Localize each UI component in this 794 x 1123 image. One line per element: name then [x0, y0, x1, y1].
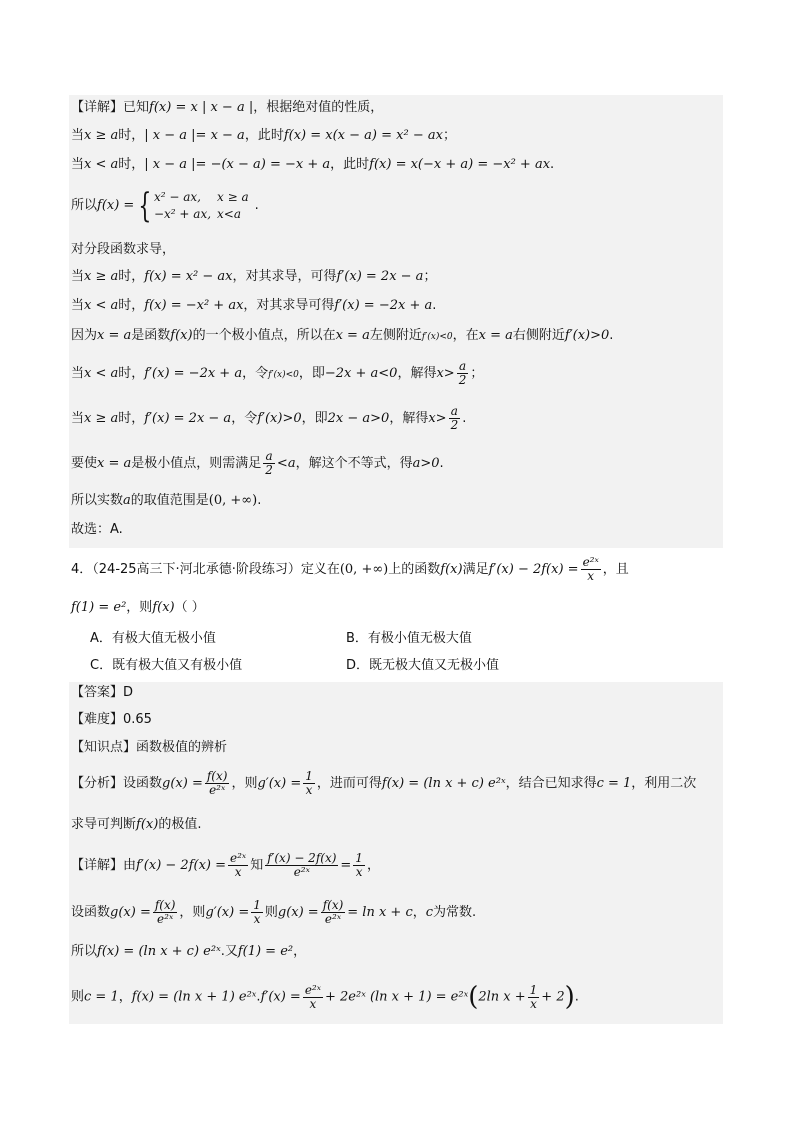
detail-line-9: 当x < a时，f′(x) = −2x + a，令f′(x)<0，即−2x + a<0，解得x> $\frac{a}{2}$ ； [71, 359, 484, 387]
difficulty-line: 【难度】0.65 [71, 712, 152, 727]
fraction: $\frac{f(x)}{\text{e²ˣ}}$ [322, 898, 344, 926]
option-a[interactable]: A．有极大值无极小值 [90, 631, 216, 646]
detail-line-1: 【详解】已知f(x) = x | x − a |，根据绝对值的性质， [71, 100, 384, 115]
solution-line-2: 设函数g(x) = $\frac{f(x)}{\text{e²ˣ}}$ ，则g′(x) = $\frac{1}{x}$ 则g(x) = $\frac{f(x)}{\text{e²ˣ}}$ = ln x + c，c为常数. [71, 898, 477, 926]
detail-line-4-piecewise: 所以f(x) = { x² − ax, x ≥ a −x² + ax, x<a. [71, 185, 259, 226]
fraction: $\frac{\text{e²ˣ}}{x}$ [230, 851, 247, 879]
fraction: $\frac{1}{x}$ [305, 769, 313, 797]
fraction: $\frac{1}{x}$ [529, 982, 538, 1011]
answer-line: 【答案】D [71, 685, 134, 700]
analysis-line-2: 求导可判断f(x)的极值. [71, 817, 202, 832]
detail-label-2: 【详解】 [71, 858, 124, 873]
knowledge-point-line: 【知识点】函数极值的辨析 [71, 740, 228, 755]
detail-label: 【详解】 [71, 100, 124, 115]
analysis-line-1: 【分析】设函数g(x) = $\frac{f(x)}{\text{e²ˣ}}$ ，则g′(x) = $\frac{1}{x}$ ，进而可得f(x) = (ln x + c) e²ˣ，结合已知求得c = 1，利用二次 [71, 769, 697, 797]
detail-line-7: 当x < a时，f(x) = −x² + ax，对其求导可得f′(x) = −2x + a. [71, 298, 437, 313]
fraction: $\frac{f(x)}{\text{e²ˣ}}$ [206, 769, 228, 797]
detail-line-8: 因为x = a是函数f(x)的一个极小值点，所以在x = a左侧附近f′(x)<0，在x = a右侧附近f′(x)>0. [71, 328, 614, 343]
fraction: $\frac{a}{2}$ [450, 404, 459, 432]
detail-line-3: 当x < a时，| x − a |= −(x − a) = −x + a，此时f(x) = x(−x + a) = −x² + ax. [71, 157, 555, 172]
brace-symbol: { [138, 185, 152, 226]
fraction: $\frac{1}{x}$ [253, 898, 261, 926]
fraction: $\frac{f'(x) - 2f(x)}{\text{e²ˣ}}$ [267, 851, 337, 879]
question-4-stem-line-2: f(1) = e²，则f(x)（ ） [71, 600, 205, 615]
left-paren: ( [468, 982, 479, 1012]
fraction: $\frac{1}{x}$ [355, 851, 363, 879]
option-c[interactable]: C．既有极大值又有极小值 [90, 658, 243, 673]
fraction: $\frac{f(x)}{\text{e²ˣ}}$ [154, 898, 176, 926]
solution-line-4: 则c = 1，f(x) = (ln x + 1) e²ˣ.f′(x) = $\frac{\text{e²ˣ}}{x}$ + 2e²ˣ (ln x + 1) = e²ˣ(2ln x + $\frac{1}{x}$ + 2). [71, 982, 579, 1012]
fraction: $\frac{\text{e²ˣ}}{x}$ [304, 982, 321, 1011]
detail-line-2: 当x ≥ a时，| x − a |= x − a，此时f(x) = x(x − a) = x² − ax； [71, 128, 456, 143]
right-paren: ) [564, 982, 575, 1012]
detail-line-5: 对分段函数求导， [71, 242, 176, 257]
detail-line-12: 所以实数a的取值范围是(0, +∞). [71, 493, 262, 508]
detail-line-13: 故选：A. [71, 522, 123, 537]
option-b[interactable]: B．有极小值无极大值 [346, 631, 472, 646]
solution-line-3: 所以f(x) = (ln x + c) e²ˣ.又f(1) = e²， [71, 944, 307, 959]
question-source: （24-25高三下·河北承德·阶段练习） [92, 562, 301, 577]
question-4-stem: 4．（24-25高三下·河北承德·阶段练习）定义在(0, +∞)上的函数f(x)满足f′(x) − 2f(x) = $\frac{\text{e²ˣ}}{x}$ ，且 [71, 555, 629, 583]
detail-line-11: 要使x = a是极小值点，则需满足 $\frac{a}{2}$ <a，解这个不等式，得a>0. [71, 449, 444, 477]
detail-line-6: 当x ≥ a时，f(x) = x² − ax，对其求导，可得f′(x) = 2x − a； [71, 269, 437, 284]
fraction: $\frac{\text{e²ˣ}}{x}$ [582, 555, 599, 583]
fraction: $\frac{a}{2}$ [458, 359, 467, 387]
solution-line-1: 【详解】由f′(x) − 2f(x) = $\frac{\text{e²ˣ}}{x}$ 知 $\frac{f'(x) - 2f(x)}{\text{e²ˣ}}$ = $\frac{1}{x}$ ， [71, 851, 380, 879]
question-number: 4． [71, 562, 93, 577]
fraction: $\frac{a}{2}$ [265, 449, 273, 477]
option-d[interactable]: D．既无极大值又无极小值 [346, 658, 500, 673]
analysis-label: 【分析】 [71, 776, 124, 791]
detail-line-10: 当x ≥ a时，f′(x) = 2x − a，令f′(x)>0，即2x − a>0，解得x> $\frac{a}{2}$ . [71, 404, 467, 432]
piecewise-cases: x² − ax, x ≥ a −x² + ax, x<a [153, 189, 249, 221]
